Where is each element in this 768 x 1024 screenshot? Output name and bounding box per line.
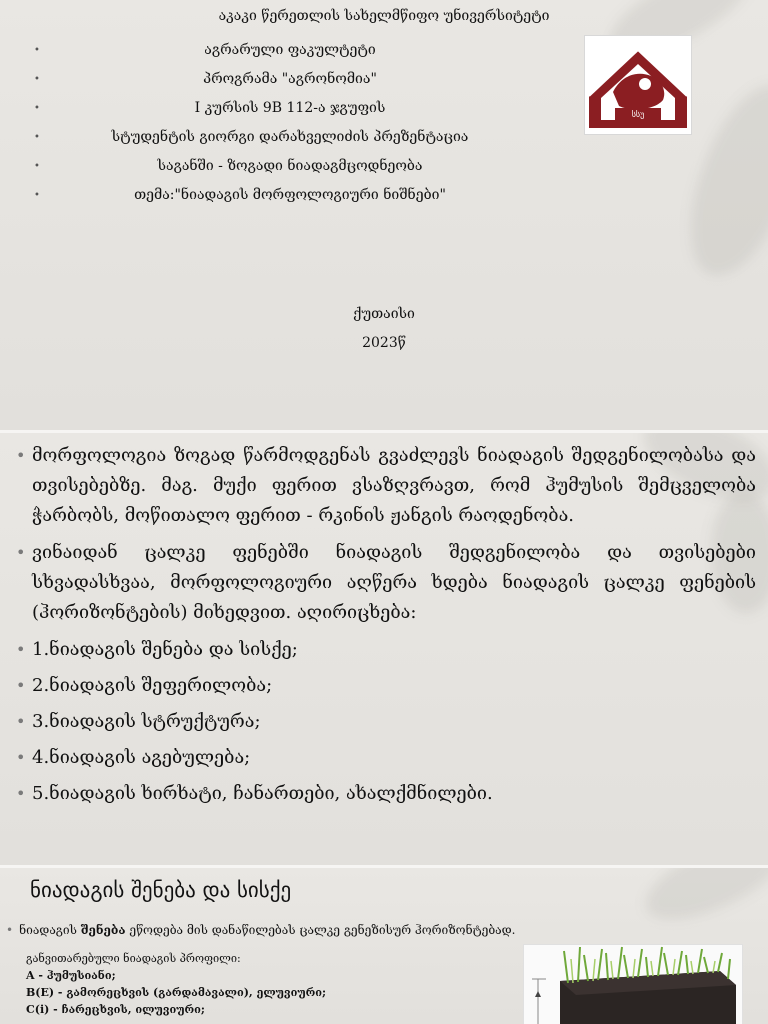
list-item: • 4.ნიადაგის აგებულება;	[16, 743, 756, 773]
bullet-icon: •	[16, 446, 26, 465]
university-name: აკაკი წერეთლის სახელმწიფო უნივერსიტეტი	[218, 8, 550, 24]
horizon-item: A - ჰუმუსიანი;	[26, 969, 116, 982]
list-item: • I კურსის 9B 112-ა ჯგუფის	[30, 94, 550, 123]
definition-paragraph: • ნიადაგის შენება ეწოდება მის დანაწილებას ცალკე გენეზისურ ჰორიზონტებად.	[6, 923, 516, 937]
year: 2023წ	[362, 335, 406, 351]
bullet-icon: •	[34, 103, 40, 114]
university-logo	[584, 35, 692, 135]
bullet-icon: •	[16, 640, 26, 659]
horizon-list	[26, 950, 326, 1018]
bullet-icon: •	[34, 45, 40, 56]
list-item: • საგანში - ზოგადი ნიადაგმცოდნეობა	[30, 152, 550, 181]
list-item: • პროგრამა "აგრონომია"	[30, 65, 550, 94]
list-item: • აგრარული ფაკულტეტი	[30, 36, 550, 65]
list-item: • სტუდენტის გიორგი დარახველიძის პრეზენტაცია	[30, 123, 550, 152]
bullet-icon: •	[34, 190, 40, 201]
bullet-icon: •	[16, 712, 26, 731]
svg-text:სსუ: სსუ	[631, 110, 645, 119]
bullet-icon: •	[34, 132, 40, 143]
slide-soil-structure	[0, 868, 768, 1024]
title-info-list	[30, 36, 550, 210]
bullet-icon: •	[34, 74, 40, 85]
slide-morphology	[0, 433, 768, 865]
morphology-list	[16, 441, 768, 815]
bullet-icon: •	[34, 161, 40, 172]
list-item: • 5.ნიადაგის ხირხატი, ჩანართები, ახალქმნილები.	[16, 779, 756, 809]
list-item: • ვინაიდან ცალკე ფენებში ნიადაგის შედგენილობა და თვისებები სხვადასხვაა, მორფოლოგიური აღწერა ხდება ნიადაგის ცალკე ფენების (ჰორიზონტების) მიხედვით. აღირიცხება:	[16, 538, 756, 628]
horizon-intro: განვითარებული ნიადაგის პროფილი:	[26, 952, 241, 965]
bullet-icon: •	[16, 676, 26, 695]
bullet-icon: •	[16, 784, 26, 803]
list-item: • თემა:"ნიადაგის მორფოლოგიური ნიშნები"	[30, 181, 550, 210]
bullet-icon: •	[6, 923, 14, 937]
city-name: ქუთაისი	[353, 306, 415, 322]
city-and-year	[0, 300, 768, 358]
emphasis-term: შენება	[80, 923, 126, 937]
bullet-icon: •	[16, 543, 26, 562]
slide-title	[0, 0, 768, 430]
soil-profile-image	[523, 944, 743, 1024]
horizon-item: C(i) - ჩარეცხვის, ილუვიური;	[26, 1003, 205, 1016]
slide-heading: ნიადაგის შენება და სისქე	[30, 878, 292, 902]
list-item: • 3.ნიადაგის სტრუქტურა;	[16, 707, 756, 737]
bullet-icon: •	[16, 748, 26, 767]
list-item: • 1.ნიადაგის შენება და სისქე;	[16, 635, 756, 665]
list-item: • 2.ნიადაგის შეფერილობა;	[16, 671, 756, 701]
list-item: • მორფოლოგია ზოგად წარმოდგენას გვაძლევს ნიადაგის შედგენილობასა და თვისებებზე. მაგ. მუქი ფერით ვსაზღვრავთ, რომ ჰუმუსის შემცველობა ჭარბობს, მოწითალო ფერით - რკინის ჟანგის რაოდენობა.	[16, 441, 756, 531]
horizon-item: B(E) - გამორეცხვის (გარდამავალი), ელუვიური;	[26, 986, 327, 999]
